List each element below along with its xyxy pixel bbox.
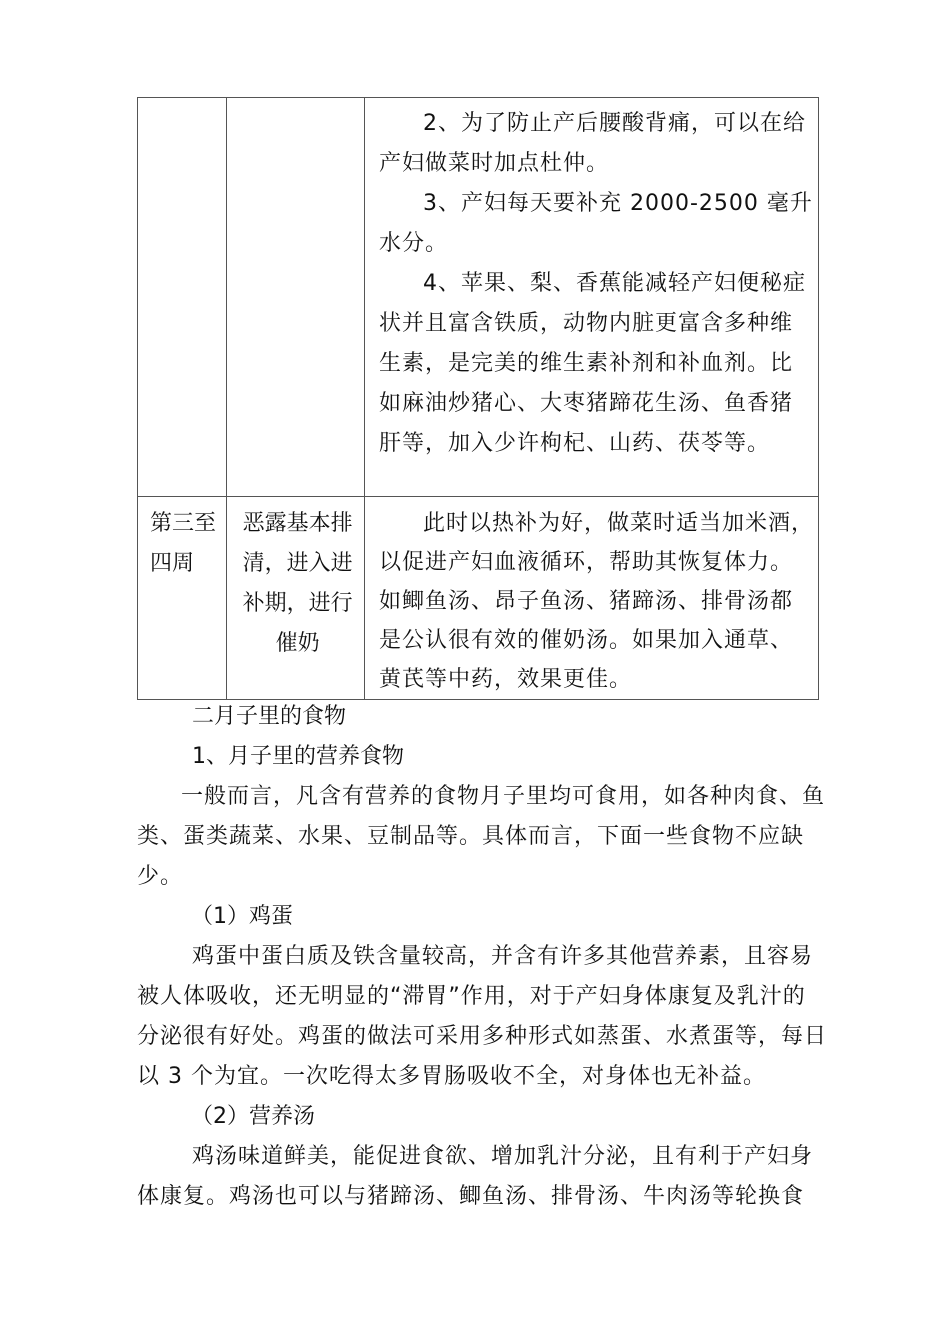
eggs-paragraph: 鸡蛋中蛋白质及铁含量较高，并含有许多其他营养素，且容易被人体吸收，还无明显的“滞胃”作用，对于产妇身体康复及乳汁的分泌很有好处。鸡蛋的做法可采用多种形式如蒸蛋、水煮蛋等，每日以 3 个为宜。一次吃得太多胃肠吸收不全，对身体也无补益。 bbox=[137, 944, 828, 1089]
table-row bbox=[138, 98, 819, 497]
item-heading-soup: （2）营养汤 bbox=[191, 1104, 315, 1129]
section-title: 二月子里的食物 bbox=[192, 704, 347, 729]
week-cell bbox=[138, 98, 227, 497]
intro-paragraph: 一般而言，凡含有营养的食物月子里均可食用，如各种肉食、鱼类、蛋类蔬菜、水果、豆制品等。具体而言，下面一些食物不应缺少。 bbox=[137, 784, 826, 889]
advice-cell: 此时以热补为好，做菜时适当加米酒，以促进产妇血液循环，帮助其恢复体力。如鲫鱼汤、昂子鱼汤、猪蹄汤、排骨汤都是公认很有效的催奶汤。如果加入通草、黄芪等中药，效果更佳。 bbox=[364, 497, 818, 700]
article-body bbox=[137, 697, 827, 1217]
tip-item: 4、苹果、梨、香蕉能减轻产妇便秘症状并且富含铁质，动物内脏更富含多种维生素，是完美的维生素补剂和补血剂。比如麻油炒猪心、大枣猪蹄花生汤、鱼香猪肝等，加入少许枸杞、山药、茯苓等。 bbox=[378, 271, 806, 456]
item-heading-eggs: （1）鸡蛋 bbox=[191, 904, 293, 929]
week-cell: 第三至四周 bbox=[138, 497, 227, 700]
tip-item: 3、产妇每天要补充 2000-2500 毫升水分。 bbox=[378, 191, 813, 256]
stage-cell bbox=[227, 98, 365, 497]
tips-cell bbox=[364, 98, 818, 497]
stage-cell: 恶露基本排清，进入进补期，进行催奶 bbox=[227, 497, 365, 700]
postpartum-diet-table bbox=[137, 97, 819, 700]
soup-paragraph: 鸡汤味道鲜美，能促进食欲、增加乳汁分泌，且有利于产妇身体康复。鸡汤也可以与猪蹄汤、鲫鱼汤、排骨汤、牛肉汤等轮换食 bbox=[137, 1144, 814, 1209]
tip-item: 2、为了防止产后腰酸背痛，可以在给产妇做菜时加点杜仲。 bbox=[378, 111, 806, 176]
table-row bbox=[138, 497, 819, 700]
section-subtitle: 1、月子里的营养食物 bbox=[192, 744, 404, 769]
